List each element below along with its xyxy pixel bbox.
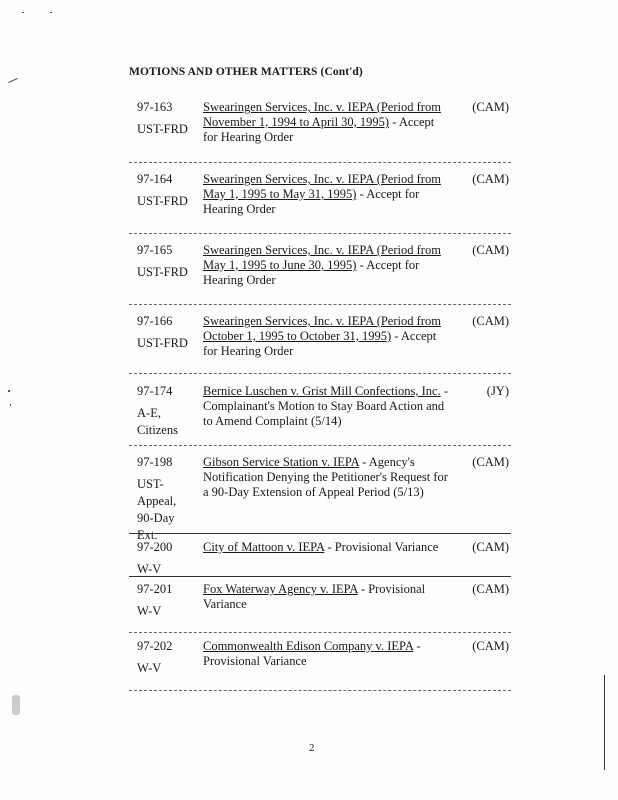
staff-initials: (JY) xyxy=(486,384,509,398)
case-title: Swearingen Services, Inc. v. IEPA (Period from November 1, 1994 to April 30, 1995) xyxy=(203,100,441,129)
entry-divider xyxy=(129,690,511,691)
docket-number: 97-164 xyxy=(137,172,173,186)
case-description xyxy=(203,243,451,288)
entry-divider xyxy=(129,576,511,577)
staff-initials: (CAM) xyxy=(472,455,509,469)
staff-initials: (CAM) xyxy=(472,100,509,114)
case-type: W-V xyxy=(137,562,162,576)
scan-smudge xyxy=(12,695,20,715)
docket-number: 97-166 xyxy=(137,314,173,328)
case-type: UST-Appeal, 90-Day Ext. xyxy=(137,477,177,542)
case-description xyxy=(203,384,451,429)
case-type: UST-FRD xyxy=(137,122,188,136)
case-description xyxy=(203,172,451,217)
staff-initials: (CAM) xyxy=(472,172,509,186)
entry-divider xyxy=(129,373,511,374)
case-action: - Provisional Variance xyxy=(203,582,426,611)
scan-speck xyxy=(22,12,24,13)
section-heading: MOTIONS AND OTHER MATTERS (Cont'd) xyxy=(129,66,363,78)
case-action: - Accept for Hearing Order xyxy=(203,187,420,216)
staff-initials: (CAM) xyxy=(472,639,509,653)
case-type: A-E, Citizens xyxy=(137,406,178,437)
entry-divider xyxy=(129,445,511,446)
case-title: Swearingen Services, Inc. v. IEPA (Period from May 1, 1995 to June 30, 1995) xyxy=(203,243,441,272)
scan-speck xyxy=(50,12,52,13)
staff-initials: (CAM) xyxy=(472,243,509,257)
scan-edge-line xyxy=(604,675,605,770)
case-title: Swearingen Services, Inc. v. IEPA (Period from October 1, 1995 to October 31, 1995) xyxy=(203,314,441,343)
page-number: 2 xyxy=(309,742,315,754)
staff-initials: (CAM) xyxy=(472,540,509,554)
case-title: Bernice Luschen v. Grist Mill Confections, Inc. xyxy=(203,384,441,398)
staff-initials: (CAM) xyxy=(472,314,509,328)
case-title: Fox Waterway Agency v. IEPA xyxy=(203,582,358,596)
case-description xyxy=(203,540,451,555)
docket-number: 97-165 xyxy=(137,243,173,257)
docket-number: 97-174 xyxy=(137,384,173,398)
case-action: - Accept for Hearing Order xyxy=(203,329,437,358)
case-action: - Provisional Variance xyxy=(324,540,439,554)
case-type: UST-FRD xyxy=(137,194,188,208)
docket-number: 97-202 xyxy=(137,639,173,653)
case-description xyxy=(203,639,451,669)
entry-divider xyxy=(129,533,511,534)
scan-speck xyxy=(10,404,11,406)
case-type: W-V xyxy=(137,604,162,618)
docket-number: 97-163 xyxy=(137,100,173,114)
case-action: - Accept for Hearing Order xyxy=(203,115,435,144)
case-type: UST-FRD xyxy=(137,336,188,350)
docket-number: 97-198 xyxy=(137,455,173,469)
case-title: Commonwealth Edison Company v. IEPA xyxy=(203,639,414,653)
docket-number: 97-200 xyxy=(137,540,173,554)
case-type: UST-FRD xyxy=(137,265,188,279)
entry-divider xyxy=(129,162,511,163)
case-action: - Accept for Hearing Order xyxy=(203,258,420,287)
docket-number: 97-201 xyxy=(137,582,173,596)
case-action: - Agency's Notification Denying the Petitioner's Request for a 90-Day Extension of Appeal Period (5/13) xyxy=(203,455,448,499)
case-description xyxy=(203,314,451,359)
case-description xyxy=(203,582,451,612)
staff-initials: (CAM) xyxy=(472,582,509,596)
case-title: Swearingen Services, Inc. v. IEPA (Period from May 1, 1995 to May 31, 1995) xyxy=(203,172,441,201)
case-description xyxy=(203,455,451,500)
case-action: - Complainant's Motion to Stay Board Action and to Amend Complaint (5/14) xyxy=(203,384,448,428)
entry-divider xyxy=(129,233,511,234)
case-description xyxy=(203,100,451,145)
scan-speck xyxy=(8,390,10,392)
entry-divider xyxy=(129,632,511,633)
case-action: - Provisional Variance xyxy=(203,639,421,668)
scan-speck xyxy=(8,78,17,83)
case-title: City of Mattoon v. IEPA xyxy=(203,540,325,554)
entry-divider xyxy=(129,304,511,305)
case-title: Gibson Service Station v. IEPA xyxy=(203,455,360,469)
case-type: W-V xyxy=(137,661,162,675)
